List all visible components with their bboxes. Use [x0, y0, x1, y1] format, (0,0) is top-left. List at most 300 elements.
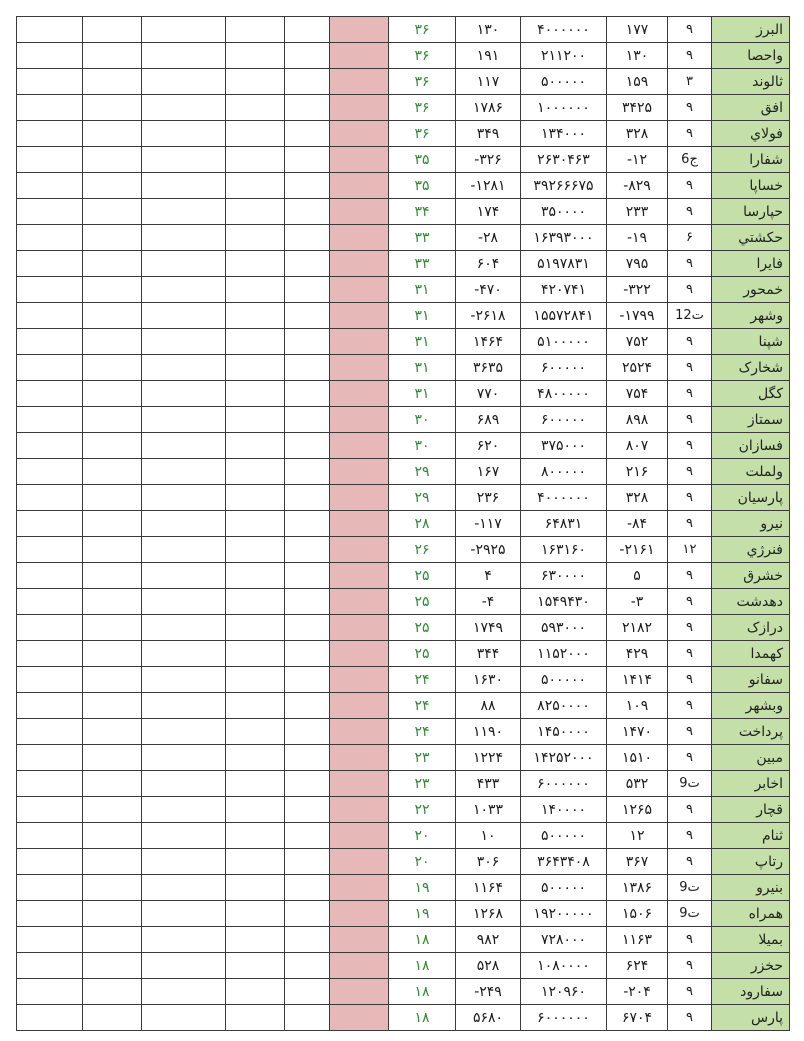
blank-cell-1: [17, 641, 83, 667]
table-row: [17, 121, 790, 147]
blank-cell-4: [226, 745, 285, 771]
group-cell: ۹: [668, 797, 712, 823]
table-row: [17, 615, 790, 641]
blank-cell-2: [83, 849, 142, 875]
blank-cell-3: [142, 95, 226, 121]
table-row: [17, 1005, 790, 1031]
value-b-cell: ۱۲۰۹۶۰: [521, 979, 607, 1005]
value-b-cell: ۶۴۸۳۱: [521, 511, 607, 537]
group-cell: ۹: [668, 615, 712, 641]
blank-cell-5: [285, 277, 330, 303]
highlight-cell: [330, 251, 389, 277]
blank-cell-2: [83, 95, 142, 121]
blank-cell-4: [226, 875, 285, 901]
group-cell: 6ج: [668, 147, 712, 173]
blank-cell-3: [142, 745, 226, 771]
highlight-cell: [330, 225, 389, 251]
symbol-cell: خمحور: [712, 277, 790, 303]
blank-cell-3: [142, 693, 226, 719]
blank-cell-2: [83, 433, 142, 459]
value-b-cell: ۳۷۵۰۰۰: [521, 433, 607, 459]
blank-cell-4: [226, 303, 285, 329]
blank-cell-5: [285, 979, 330, 1005]
blank-cell-1: [17, 979, 83, 1005]
blank-cell-4: [226, 901, 285, 927]
blank-cell-1: [17, 901, 83, 927]
blank-cell-4: [226, 69, 285, 95]
value-a-cell: ۳۴۹: [456, 121, 521, 147]
value-c-cell: -۸۴: [607, 511, 668, 537]
table-row: [17, 303, 790, 329]
blank-cell-3: [142, 225, 226, 251]
blank-cell-2: [83, 797, 142, 823]
group-cell: ۹: [668, 329, 712, 355]
group-cell: ۹: [668, 381, 712, 407]
blank-cell-1: [17, 563, 83, 589]
table-row: [17, 43, 790, 69]
highlight-cell: [330, 329, 389, 355]
score-cell: ۱۸: [389, 1005, 456, 1031]
score-cell: ۳۱: [389, 277, 456, 303]
data-table: [16, 16, 790, 1031]
value-c-cell: ۱۲: [607, 823, 668, 849]
symbol-cell: سفارود: [712, 979, 790, 1005]
value-c-cell: ۱۷۷: [607, 17, 668, 43]
blank-cell-3: [142, 511, 226, 537]
blank-cell-2: [83, 459, 142, 485]
value-c-cell: ۲۵۲۴: [607, 355, 668, 381]
value-a-cell: ۶۰۴: [456, 251, 521, 277]
table-row: [17, 355, 790, 381]
score-cell: ۲۰: [389, 823, 456, 849]
blank-cell-3: [142, 537, 226, 563]
table-row: [17, 719, 790, 745]
value-c-cell: ۸۰۷: [607, 433, 668, 459]
blank-cell-5: [285, 771, 330, 797]
score-cell: ۳۳: [389, 251, 456, 277]
value-a-cell: ۱۱۹۰: [456, 719, 521, 745]
score-cell: ۱۹: [389, 901, 456, 927]
value-a-cell: ۱۱۷: [456, 69, 521, 95]
blank-cell-4: [226, 277, 285, 303]
group-cell: ۳: [668, 69, 712, 95]
blank-cell-4: [226, 797, 285, 823]
blank-cell-4: [226, 849, 285, 875]
score-cell: ۲۰: [389, 849, 456, 875]
highlight-cell: [330, 121, 389, 147]
score-cell: ۳۱: [389, 303, 456, 329]
value-b-cell: ۶۰۰۰۰۰: [521, 407, 607, 433]
score-cell: ۳۵: [389, 147, 456, 173]
blank-cell-2: [83, 589, 142, 615]
value-b-cell: ۳۵۰۰۰۰: [521, 199, 607, 225]
group-cell: ۹: [668, 43, 712, 69]
value-b-cell: ۲۶۳۰۴۶۳: [521, 147, 607, 173]
blank-cell-4: [226, 251, 285, 277]
blank-cell-5: [285, 953, 330, 979]
blank-cell-4: [226, 511, 285, 537]
blank-cell-3: [142, 407, 226, 433]
blank-cell-3: [142, 69, 226, 95]
blank-cell-5: [285, 641, 330, 667]
value-b-cell: ۱۴۵۰۰۰۰: [521, 719, 607, 745]
blank-cell-1: [17, 17, 83, 43]
blank-cell-5: [285, 251, 330, 277]
blank-cell-1: [17, 381, 83, 407]
value-c-cell: -۱۲: [607, 147, 668, 173]
score-cell: ۲۸: [389, 511, 456, 537]
table-row: [17, 147, 790, 173]
score-cell: ۳۱: [389, 355, 456, 381]
blank-cell-3: [142, 43, 226, 69]
highlight-cell: [330, 849, 389, 875]
group-cell: ۹: [668, 251, 712, 277]
score-cell: ۲۳: [389, 771, 456, 797]
blank-cell-4: [226, 17, 285, 43]
blank-cell-5: [285, 225, 330, 251]
value-c-cell: -۳: [607, 589, 668, 615]
table-body: [17, 17, 790, 1031]
table-row: [17, 849, 790, 875]
score-cell: ۳۶: [389, 17, 456, 43]
blank-cell-5: [285, 381, 330, 407]
blank-cell-1: [17, 277, 83, 303]
symbol-cell: خشرق: [712, 563, 790, 589]
table-row: [17, 69, 790, 95]
value-b-cell: ۱۶۳۱۶۰: [521, 537, 607, 563]
value-b-cell: ۴۲۰۷۴۱: [521, 277, 607, 303]
blank-cell-5: [285, 329, 330, 355]
value-c-cell: ۱۵۹: [607, 69, 668, 95]
blank-cell-4: [226, 121, 285, 147]
highlight-cell: [330, 173, 389, 199]
blank-cell-5: [285, 589, 330, 615]
symbol-cell: مبين: [712, 745, 790, 771]
symbol-cell: نيرو: [712, 511, 790, 537]
highlight-cell: [330, 979, 389, 1005]
blank-cell-4: [226, 173, 285, 199]
table-row: [17, 641, 790, 667]
blank-cell-4: [226, 771, 285, 797]
score-cell: ۱۸: [389, 927, 456, 953]
value-b-cell: ۱۴۲۵۲۰۰۰: [521, 745, 607, 771]
table-row: [17, 693, 790, 719]
score-cell: ۳۰: [389, 407, 456, 433]
blank-cell-2: [83, 979, 142, 1005]
blank-cell-2: [83, 121, 142, 147]
table-row: [17, 329, 790, 355]
blank-cell-3: [142, 173, 226, 199]
value-a-cell: ۹۸۲: [456, 927, 521, 953]
blank-cell-2: [83, 719, 142, 745]
blank-cell-5: [285, 407, 330, 433]
blank-cell-4: [226, 693, 285, 719]
blank-cell-1: [17, 433, 83, 459]
table-row: [17, 745, 790, 771]
blank-cell-2: [83, 485, 142, 511]
value-a-cell: ۱۴۶۴: [456, 329, 521, 355]
highlight-cell: [330, 719, 389, 745]
value-a-cell: -۱۱۷: [456, 511, 521, 537]
value-b-cell: ۱۰۰۰۰۰۰: [521, 95, 607, 121]
symbol-cell: اخابر: [712, 771, 790, 797]
blank-cell-3: [142, 485, 226, 511]
value-c-cell: ۳۶۷: [607, 849, 668, 875]
score-cell: ۲۴: [389, 693, 456, 719]
value-a-cell: ۶۲۰: [456, 433, 521, 459]
highlight-cell: [330, 693, 389, 719]
group-cell: ۹: [668, 199, 712, 225]
blank-cell-1: [17, 95, 83, 121]
blank-cell-3: [142, 121, 226, 147]
value-a-cell: ۱۷۴: [456, 199, 521, 225]
blank-cell-5: [285, 355, 330, 381]
symbol-cell: همراه: [712, 901, 790, 927]
value-b-cell: ۴۰۰۰۰۰۰: [521, 17, 607, 43]
value-b-cell: ۴۰۰۰۰۰۰: [521, 485, 607, 511]
blank-cell-1: [17, 511, 83, 537]
symbol-cell: ولملت: [712, 459, 790, 485]
highlight-cell: [330, 797, 389, 823]
value-b-cell: ۶۰۰۰۰۰۰: [521, 1005, 607, 1031]
table-row: [17, 537, 790, 563]
blank-cell-4: [226, 927, 285, 953]
blank-cell-5: [285, 667, 330, 693]
value-b-cell: ۳۹۲۶۶۶۷۵: [521, 173, 607, 199]
blank-cell-2: [83, 407, 142, 433]
blank-cell-2: [83, 511, 142, 537]
score-cell: ۲۵: [389, 563, 456, 589]
value-a-cell: ۱۶۳۰: [456, 667, 521, 693]
score-cell: ۲۳: [389, 745, 456, 771]
blank-cell-5: [285, 537, 330, 563]
value-a-cell: -۱۲۸۱: [456, 173, 521, 199]
value-a-cell: ۱۲۶۸: [456, 901, 521, 927]
score-cell: ۳۶: [389, 69, 456, 95]
highlight-cell: [330, 615, 389, 641]
group-cell: ۹: [668, 355, 712, 381]
score-cell: ۲۲: [389, 797, 456, 823]
highlight-cell: [330, 433, 389, 459]
symbol-cell: ثنام: [712, 823, 790, 849]
value-c-cell: ۶۲۴: [607, 953, 668, 979]
group-cell: ۹: [668, 823, 712, 849]
table-row: [17, 667, 790, 693]
value-c-cell: ۱۴۷۰: [607, 719, 668, 745]
blank-cell-1: [17, 1005, 83, 1031]
blank-cell-3: [142, 667, 226, 693]
group-cell: ۱۲: [668, 537, 712, 563]
blank-cell-1: [17, 615, 83, 641]
value-b-cell: ۱۶۳۹۳۰۰۰: [521, 225, 607, 251]
value-c-cell: ۱۳۸۶: [607, 875, 668, 901]
group-cell: ۹: [668, 121, 712, 147]
blank-cell-2: [83, 277, 142, 303]
blank-cell-4: [226, 563, 285, 589]
blank-cell-3: [142, 251, 226, 277]
blank-cell-3: [142, 901, 226, 927]
value-c-cell: ۶۷۰۴: [607, 1005, 668, 1031]
value-a-cell: ۱۷۸۶: [456, 95, 521, 121]
highlight-cell: [330, 277, 389, 303]
value-b-cell: ۶۰۰۰۰۰: [521, 355, 607, 381]
blank-cell-2: [83, 745, 142, 771]
score-cell: ۲۴: [389, 667, 456, 693]
blank-cell-5: [285, 173, 330, 199]
table-row: [17, 251, 790, 277]
symbol-cell: رتاپ: [712, 849, 790, 875]
blank-cell-4: [226, 979, 285, 1005]
group-cell: ۹: [668, 1005, 712, 1031]
blank-cell-1: [17, 693, 83, 719]
table-row: [17, 17, 790, 43]
blank-cell-1: [17, 225, 83, 251]
value-b-cell: ۱۴۰۰۰۰: [521, 797, 607, 823]
table-row: [17, 927, 790, 953]
value-a-cell: ۱۰۳۳: [456, 797, 521, 823]
score-cell: ۲۵: [389, 589, 456, 615]
blank-cell-1: [17, 537, 83, 563]
symbol-cell: بميلا: [712, 927, 790, 953]
table-row: [17, 199, 790, 225]
value-b-cell: ۱۵۴۹۴۳۰: [521, 589, 607, 615]
blank-cell-3: [142, 277, 226, 303]
score-cell: ۲۶: [389, 537, 456, 563]
highlight-cell: [330, 459, 389, 485]
highlight-cell: [330, 537, 389, 563]
group-cell: ۹: [668, 745, 712, 771]
highlight-cell: [330, 17, 389, 43]
value-a-cell: ۳۶۳۵: [456, 355, 521, 381]
table-row: [17, 563, 790, 589]
group-cell: ۹: [668, 589, 712, 615]
value-b-cell: ۱۰۸۰۰۰۰: [521, 953, 607, 979]
blank-cell-4: [226, 225, 285, 251]
value-a-cell: -۲۶۱۸: [456, 303, 521, 329]
highlight-cell: [330, 823, 389, 849]
blank-cell-3: [142, 875, 226, 901]
value-b-cell: ۵۰۰۰۰۰: [521, 667, 607, 693]
value-b-cell: ۱۵۵۷۲۸۴۱: [521, 303, 607, 329]
group-cell: ۹: [668, 459, 712, 485]
value-c-cell: ۲۳۳: [607, 199, 668, 225]
blank-cell-4: [226, 823, 285, 849]
symbol-cell: وبشهر: [712, 693, 790, 719]
highlight-cell: [330, 641, 389, 667]
blank-cell-2: [83, 615, 142, 641]
value-c-cell: ۳۲۸: [607, 121, 668, 147]
value-c-cell: ۵۳۲: [607, 771, 668, 797]
group-cell: ۹: [668, 277, 712, 303]
blank-cell-2: [83, 303, 142, 329]
highlight-cell: [330, 875, 389, 901]
blank-cell-5: [285, 43, 330, 69]
blank-cell-5: [285, 69, 330, 95]
score-cell: ۲۵: [389, 615, 456, 641]
symbol-cell: افق: [712, 95, 790, 121]
blank-cell-1: [17, 43, 83, 69]
blank-cell-5: [285, 875, 330, 901]
value-a-cell: ۱۷۴۹: [456, 615, 521, 641]
symbol-cell: کهمدا: [712, 641, 790, 667]
blank-cell-4: [226, 953, 285, 979]
blank-cell-4: [226, 667, 285, 693]
highlight-cell: [330, 407, 389, 433]
highlight-cell: [330, 563, 389, 589]
value-a-cell: -۴۷۰: [456, 277, 521, 303]
value-c-cell: ۲۱۶: [607, 459, 668, 485]
blank-cell-2: [83, 823, 142, 849]
blank-cell-1: [17, 927, 83, 953]
value-a-cell: ۶۸۹: [456, 407, 521, 433]
highlight-cell: [330, 771, 389, 797]
blank-cell-2: [83, 147, 142, 173]
value-c-cell: ۱۱۶۳: [607, 927, 668, 953]
blank-cell-4: [226, 329, 285, 355]
blank-cell-4: [226, 641, 285, 667]
blank-cell-4: [226, 433, 285, 459]
blank-cell-1: [17, 875, 83, 901]
blank-cell-4: [226, 147, 285, 173]
blank-cell-3: [142, 199, 226, 225]
blank-cell-4: [226, 355, 285, 381]
blank-cell-5: [285, 901, 330, 927]
blank-cell-4: [226, 381, 285, 407]
blank-cell-5: [285, 927, 330, 953]
blank-cell-5: [285, 303, 330, 329]
value-b-cell: ۶۰۰۰۰۰۰: [521, 771, 607, 797]
blank-cell-1: [17, 953, 83, 979]
value-a-cell: ۱۱۶۴: [456, 875, 521, 901]
value-b-cell: ۵۹۳۰۰۰: [521, 615, 607, 641]
group-cell: ۹: [668, 433, 712, 459]
blank-cell-3: [142, 979, 226, 1005]
symbol-cell: ثالوند: [712, 69, 790, 95]
symbol-cell: شخارک: [712, 355, 790, 381]
blank-cell-3: [142, 641, 226, 667]
table-row: [17, 277, 790, 303]
table-row: [17, 433, 790, 459]
value-c-cell: ۱۴۱۴: [607, 667, 668, 693]
highlight-cell: [330, 199, 389, 225]
value-a-cell: ۷۷۰: [456, 381, 521, 407]
symbol-cell: شفارا: [712, 147, 790, 173]
highlight-cell: [330, 485, 389, 511]
value-c-cell: ۳۲۸: [607, 485, 668, 511]
blank-cell-2: [83, 199, 142, 225]
table-row: [17, 953, 790, 979]
value-c-cell: ۱۲۶۵: [607, 797, 668, 823]
blank-cell-1: [17, 771, 83, 797]
blank-cell-5: [285, 433, 330, 459]
blank-cell-2: [83, 355, 142, 381]
blank-cell-4: [226, 485, 285, 511]
blank-cell-1: [17, 121, 83, 147]
blank-cell-5: [285, 693, 330, 719]
blank-cell-2: [83, 225, 142, 251]
highlight-cell: [330, 589, 389, 615]
blank-cell-2: [83, 17, 142, 43]
symbol-cell: حكشتي: [712, 225, 790, 251]
blank-cell-2: [83, 875, 142, 901]
value-a-cell: -۳۲۶: [456, 147, 521, 173]
blank-cell-5: [285, 485, 330, 511]
value-c-cell: ۵: [607, 563, 668, 589]
blank-cell-3: [142, 615, 226, 641]
score-cell: ۳۱: [389, 329, 456, 355]
score-cell: ۲۹: [389, 459, 456, 485]
blank-cell-3: [142, 1005, 226, 1031]
